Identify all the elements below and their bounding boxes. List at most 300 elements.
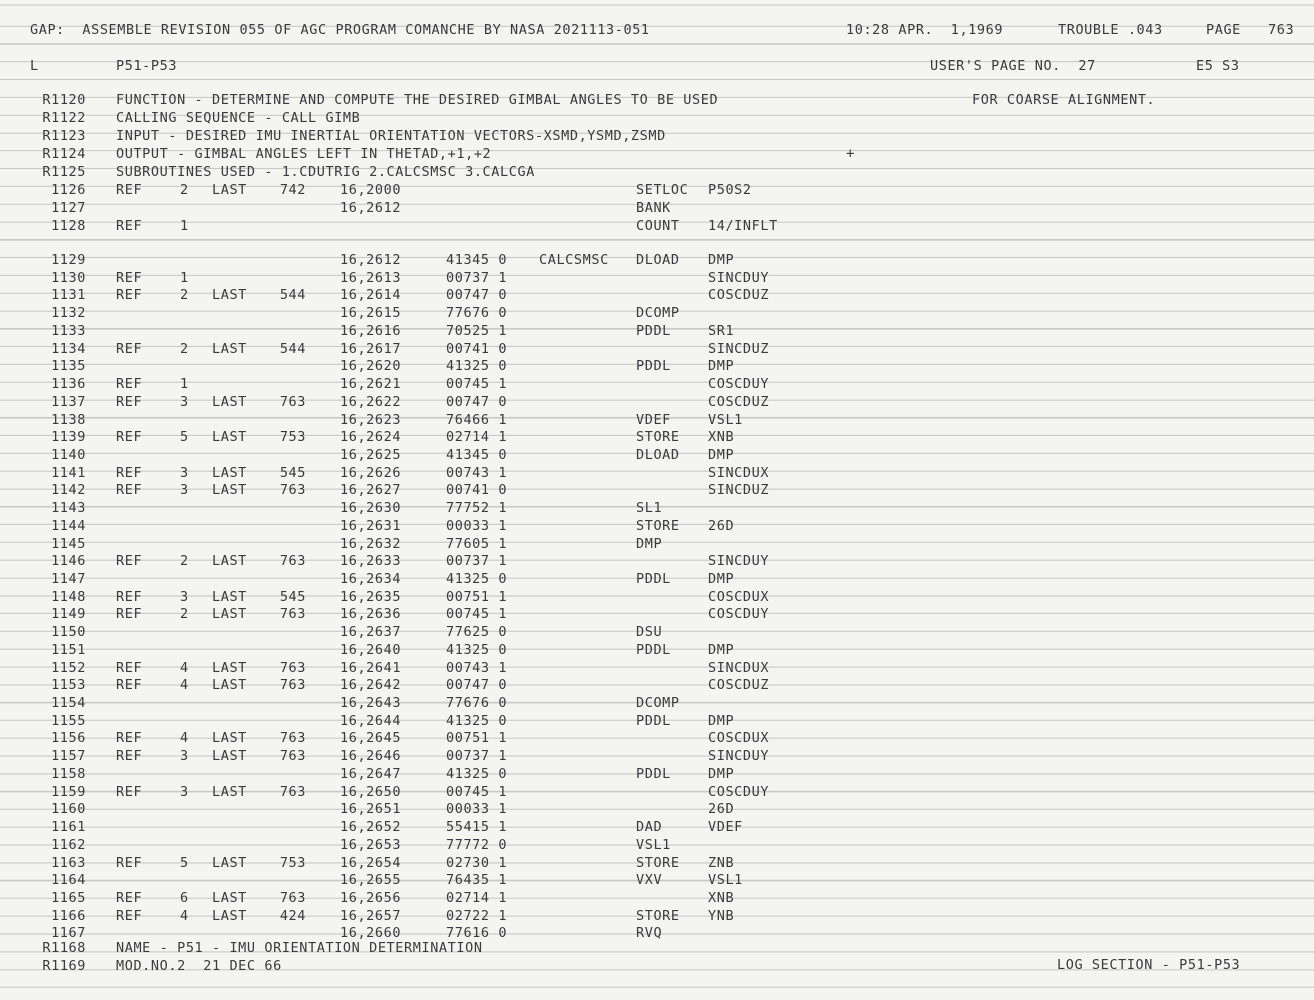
line-number: 1153 [51,677,86,694]
line-number: 1158 [51,765,86,782]
subheader-line [0,58,1314,78]
ref-count: 3 [180,748,189,765]
opcode: STORE [636,907,680,924]
operand: COSCDUZ [708,393,770,410]
comment-text: CALLING SEQUENCE - CALL GIMB [116,110,361,126]
address: 16,2627 [340,482,402,499]
table-row [0,500,1314,518]
ref-label: REF [116,748,143,765]
ref-label: REF [116,854,143,871]
octal-word: 00751 1 [446,588,508,605]
line-number: R1122 [42,110,86,126]
octal-word: 77616 0 [446,925,508,942]
line-number: 1150 [51,624,86,641]
line-number: 1149 [51,606,86,623]
line-number: 1130 [51,269,86,286]
ref-count: 2 [180,182,189,198]
last-page: 544 [279,287,306,304]
ref-label: REF [116,217,143,234]
plus-mark: + [846,146,855,162]
operand: VSL1 [708,872,743,889]
comment-line [0,128,1314,146]
opcode: DLOAD [636,252,680,268]
address: 16,2660 [340,925,402,942]
line-number: 1157 [51,748,86,765]
ref-count: 1 [180,376,189,392]
address: 16,2640 [340,641,402,658]
address: 16,2637 [340,624,402,641]
ref-count: 1 [180,217,189,234]
trailer-line [0,940,1314,958]
line-number: 1128 [51,217,86,234]
trailer-text: MOD.NO.2 21 DEC 66 [116,958,282,974]
line-number: 1161 [51,819,86,835]
table-row [0,819,1314,837]
line-number: 1146 [51,553,86,570]
octal-word: 41325 0 [446,358,508,375]
table-row [0,182,1314,200]
table-row [0,270,1314,288]
octal-word: 77605 1 [446,535,508,552]
address: 16,2630 [340,500,402,517]
opcode: STORE [636,854,680,871]
last-page: 424 [279,907,306,924]
line-number: 1134 [51,340,86,357]
octal-word: 41345 0 [446,252,508,268]
last-page: 763 [279,606,306,623]
line-number: 1167 [51,925,86,942]
address: 16,2635 [340,588,402,605]
comment-text: OUTPUT - GIMBAL ANGLES LEFT IN THETAD,+1,+2 [116,146,492,162]
last-label: LAST [212,854,247,871]
opcode: PDDL [636,765,671,782]
line-number: 1127 [51,199,86,216]
table-row [0,766,1314,784]
line-number: 1135 [51,358,86,375]
octal-word: 00033 1 [446,517,508,534]
last-label: LAST [212,677,247,694]
address: 16,2654 [340,854,402,871]
ref-count: 4 [180,677,189,694]
comment-line [0,110,1314,128]
table-row [0,890,1314,908]
octal-word: 00741 0 [446,340,508,357]
last-label: LAST [212,748,247,765]
operand: XNB [708,889,735,906]
table-row [0,518,1314,536]
page-number: 763 [1268,22,1295,38]
ref-label: REF [116,287,143,304]
operand: COSCDUX [708,730,770,747]
address: 16,2644 [340,712,402,729]
line-number: 1129 [51,252,86,268]
operand: YNB [708,907,735,924]
operand: COSCDUZ [708,677,770,694]
table-row [0,465,1314,483]
address: 16,2655 [340,872,402,889]
octal-word: 00745 1 [446,376,508,392]
comment-text-continued: FOR COARSE ALIGNMENT. [972,92,1156,108]
opcode: SL1 [636,500,663,517]
ref-label: REF [116,429,143,446]
address: 16,2613 [340,269,402,286]
table-row [0,394,1314,412]
octal-word: 00751 1 [446,730,508,747]
table-row [0,801,1314,819]
line-number: 1164 [51,872,86,889]
address: 16,2643 [340,695,402,711]
last-label: LAST [212,606,247,623]
address: 16,2631 [340,517,402,534]
operand: SINCDUZ [708,340,770,357]
last-page: 763 [279,677,306,694]
operand: DMP [708,446,735,463]
operand: DMP [708,571,735,587]
operand: SINCDUY [708,748,770,765]
line-number: 1126 [51,182,86,198]
operand: DMP [708,641,735,658]
line-number: 1147 [51,571,86,587]
line-number: 1131 [51,287,86,304]
address: 16,2636 [340,606,402,623]
table-row [0,677,1314,695]
ref-label: REF [116,889,143,906]
table-row [0,305,1314,323]
octal-word: 77676 0 [446,305,508,322]
ref-count: 5 [180,854,189,871]
ref-label: REF [116,376,143,392]
address: 16,2621 [340,376,402,392]
ref-count: 4 [180,659,189,676]
operand: COSCDUY [708,376,770,392]
line-number: 1141 [51,464,86,481]
octal-word: 77772 0 [446,836,508,853]
line-number: 1163 [51,854,86,871]
operand: 26D [708,801,735,818]
table-row [0,252,1314,270]
line-number: 1166 [51,907,86,924]
address: 16,2647 [340,765,402,782]
address: 16,2641 [340,659,402,676]
last-label: LAST [212,429,247,446]
line-number: 1140 [51,446,86,463]
last-page: 753 [279,429,306,446]
line-number: R1123 [42,128,86,144]
operand: DMP [708,712,735,729]
opcode: DCOMP [636,305,680,322]
address: 16,2645 [340,730,402,747]
last-page: 763 [279,393,306,410]
octal-word: 77752 1 [446,500,508,517]
log-section: LOG SECTION - P51-P53 [1057,957,1241,973]
ref-count: 3 [180,464,189,481]
address: 16,2623 [340,411,402,428]
address: 16,2652 [340,819,402,835]
table-row [0,730,1314,748]
operand: 14/INFLT [708,217,778,234]
table-row [0,695,1314,713]
ref-label: REF [116,464,143,481]
line-number: 1151 [51,641,86,658]
last-page: 545 [279,588,306,605]
table-row [0,447,1314,465]
operand: COSCDUY [708,783,770,800]
operand: COSCDUX [708,588,770,605]
ref-label: REF [116,482,143,499]
octal-word: 02714 1 [446,429,508,446]
last-label: LAST [212,889,247,906]
ref-label: REF [116,553,143,570]
octal-word: 76466 1 [446,411,508,428]
line-number: R1169 [42,958,86,974]
symbol-label: CALCSMSC [539,252,609,268]
operand: SINCDUX [708,659,770,676]
last-page: 763 [279,482,306,499]
address: 16,2657 [340,907,402,924]
table-row [0,784,1314,802]
last-label: LAST [212,659,247,676]
address: 16,2624 [340,429,402,446]
last-page: 763 [279,730,306,747]
opcode: SETLOC [636,182,689,198]
ref-label: REF [116,783,143,800]
opcode: STORE [636,517,680,534]
line-number: 1139 [51,429,86,446]
line-number: 1144 [51,517,86,534]
ref-label: REF [116,606,143,623]
ref-label: REF [116,907,143,924]
opcode: VSL1 [636,836,671,853]
line-number: 1156 [51,730,86,747]
ref-count: 6 [180,889,189,906]
operand: VDEF [708,819,743,835]
table-row [0,553,1314,571]
ref-label: REF [116,659,143,676]
line-number: 1148 [51,588,86,605]
ref-count: 1 [180,269,189,286]
table-row [0,200,1314,218]
table-row [0,642,1314,660]
octal-word: 00741 0 [446,482,508,499]
last-page: 763 [279,783,306,800]
octal-word: 00747 0 [446,287,508,304]
table-row [0,855,1314,873]
octal-word: 41325 0 [446,712,508,729]
table-row [0,660,1314,678]
header-line [0,22,1314,42]
address: 16,2626 [340,464,402,481]
trouble-code: TROUBLE .043 [1058,22,1163,38]
operand: 26D [708,517,735,534]
table-row [0,571,1314,589]
opcode: RVQ [636,925,663,942]
table-row [0,412,1314,430]
table-row [0,606,1314,624]
address: 16,2653 [340,836,402,853]
octal-word: 41325 0 [446,641,508,658]
line-number: 1132 [51,305,86,322]
address: 16,2642 [340,677,402,694]
operand: ZNB [708,854,735,871]
octal-word: 70525 1 [446,322,508,339]
opcode: VXV [636,872,663,889]
operand: SINCDUX [708,464,770,481]
line-number: 1136 [51,376,86,392]
opcode: PDDL [636,712,671,729]
last-label: LAST [212,340,247,357]
operand: SINCDUY [708,553,770,570]
octal-word: 00745 1 [446,606,508,623]
address: 16,2622 [340,393,402,410]
table-row [0,748,1314,766]
line-number: 1133 [51,322,86,339]
octal-word: 55415 1 [446,819,508,835]
octal-word: 00743 1 [446,659,508,676]
address: 16,2616 [340,322,402,339]
line-number: 1159 [51,783,86,800]
last-page: 753 [279,854,306,871]
listing-title: GAP: ASSEMBLE REVISION 055 OF AGC PROGRAM COMANCHE BY NASA 2021113-051 [30,22,650,38]
ref-count: 3 [180,783,189,800]
table-row [0,536,1314,554]
last-page: 742 [279,182,306,198]
address: 16,2634 [340,571,402,587]
comment-line [0,146,1314,164]
last-label: LAST [212,588,247,605]
octal-word: 00737 1 [446,269,508,286]
last-page: 763 [279,659,306,676]
ref-count: 2 [180,340,189,357]
octal-word: 00737 1 [446,553,508,570]
comment-text: SUBROUTINES USED - 1.CDUTRIG 2.CALCSMSC 3.CALCGA [116,164,535,180]
last-label: LAST [212,287,247,304]
octal-word: 02722 1 [446,907,508,924]
ref-count: 4 [180,907,189,924]
line-number: 1165 [51,889,86,906]
operand: DMP [708,252,735,268]
address: 16,2620 [340,358,402,375]
octal-word: 77625 0 [446,624,508,641]
operand: SR1 [708,322,735,339]
ref-label: REF [116,340,143,357]
octal-word: 41325 0 [446,765,508,782]
ref-count: 5 [180,429,189,446]
ref-label: REF [116,588,143,605]
octal-word: 00737 1 [446,748,508,765]
operand: SINCDUZ [708,482,770,499]
line-number: 1137 [51,393,86,410]
comment-line [0,164,1314,182]
opcode: PDDL [636,571,671,587]
octal-word: 00033 1 [446,801,508,818]
line-number: 1142 [51,482,86,499]
ref-count: 2 [180,287,189,304]
ref-count: 2 [180,553,189,570]
line-number: 1138 [51,411,86,428]
address: 16,2617 [340,340,402,357]
opcode: PDDL [636,358,671,375]
last-label: LAST [212,482,247,499]
last-label: LAST [212,783,247,800]
comment-text: FUNCTION - DETERMINE AND COMPUTE THE DESIRED GIMBAL ANGLES TO BE USED [116,92,719,108]
operand: SINCDUY [708,269,770,286]
address: 16,2612 [340,252,402,268]
line-number: 1152 [51,659,86,676]
trailer-text: NAME - P51 - IMU ORIENTATION DETERMINATION [116,940,483,956]
octal-word: 00747 0 [446,677,508,694]
opcode: PDDL [636,322,671,339]
last-page: 544 [279,340,306,357]
opcode: COUNT [636,217,680,234]
octal-word: 00745 1 [446,783,508,800]
line-number: R1168 [42,940,86,956]
page-code: E5 S3 [1196,58,1240,74]
octal-word: 41345 0 [446,446,508,463]
last-label: LAST [212,464,247,481]
opcode: DMP [636,535,663,552]
opcode: DSU [636,624,663,641]
line-number: 1162 [51,836,86,853]
section-name: P51-P53 [116,58,178,74]
address: 16,2625 [340,446,402,463]
operand: COSCDUZ [708,287,770,304]
ref-count: 2 [180,606,189,623]
line-number: 1143 [51,500,86,517]
comment-line [0,92,1314,110]
octal-word: 00743 1 [446,464,508,481]
ref-label: REF [116,677,143,694]
address: 16,2614 [340,287,402,304]
table-row [0,287,1314,305]
users-page: USER'S PAGE NO. 27 [930,58,1096,74]
table-row [0,358,1314,376]
last-label: LAST [212,553,247,570]
table-row [0,429,1314,447]
ref-label: REF [116,269,143,286]
last-label: LAST [212,182,247,198]
address: 16,2650 [340,783,402,800]
octal-word: 76435 1 [446,872,508,889]
operand: COSCDUY [708,606,770,623]
address: 16,2646 [340,748,402,765]
address: 16,2612 [340,199,402,216]
time-date: 10:28 APR. 1,1969 [846,22,1004,38]
line-number: 1160 [51,801,86,818]
last-page: 763 [279,748,306,765]
last-label: LAST [212,393,247,410]
opcode: VDEF [636,411,671,428]
last-label: LAST [212,730,247,747]
address: 16,2633 [340,553,402,570]
opcode: DCOMP [636,695,680,711]
operand: P50S2 [708,182,752,198]
octal-word: 02714 1 [446,889,508,906]
table-row [0,341,1314,359]
operand: DMP [708,765,735,782]
ref-count: 3 [180,482,189,499]
ref-count: 3 [180,393,189,410]
operand: VSL1 [708,411,743,428]
opcode: PDDL [636,641,671,658]
address: 16,2632 [340,535,402,552]
last-label: LAST [212,907,247,924]
line-number: R1120 [42,92,86,108]
table-row [0,624,1314,642]
last-page: 763 [279,553,306,570]
octal-word: 02730 1 [446,854,508,871]
table-row [0,589,1314,607]
ref-label: REF [116,730,143,747]
